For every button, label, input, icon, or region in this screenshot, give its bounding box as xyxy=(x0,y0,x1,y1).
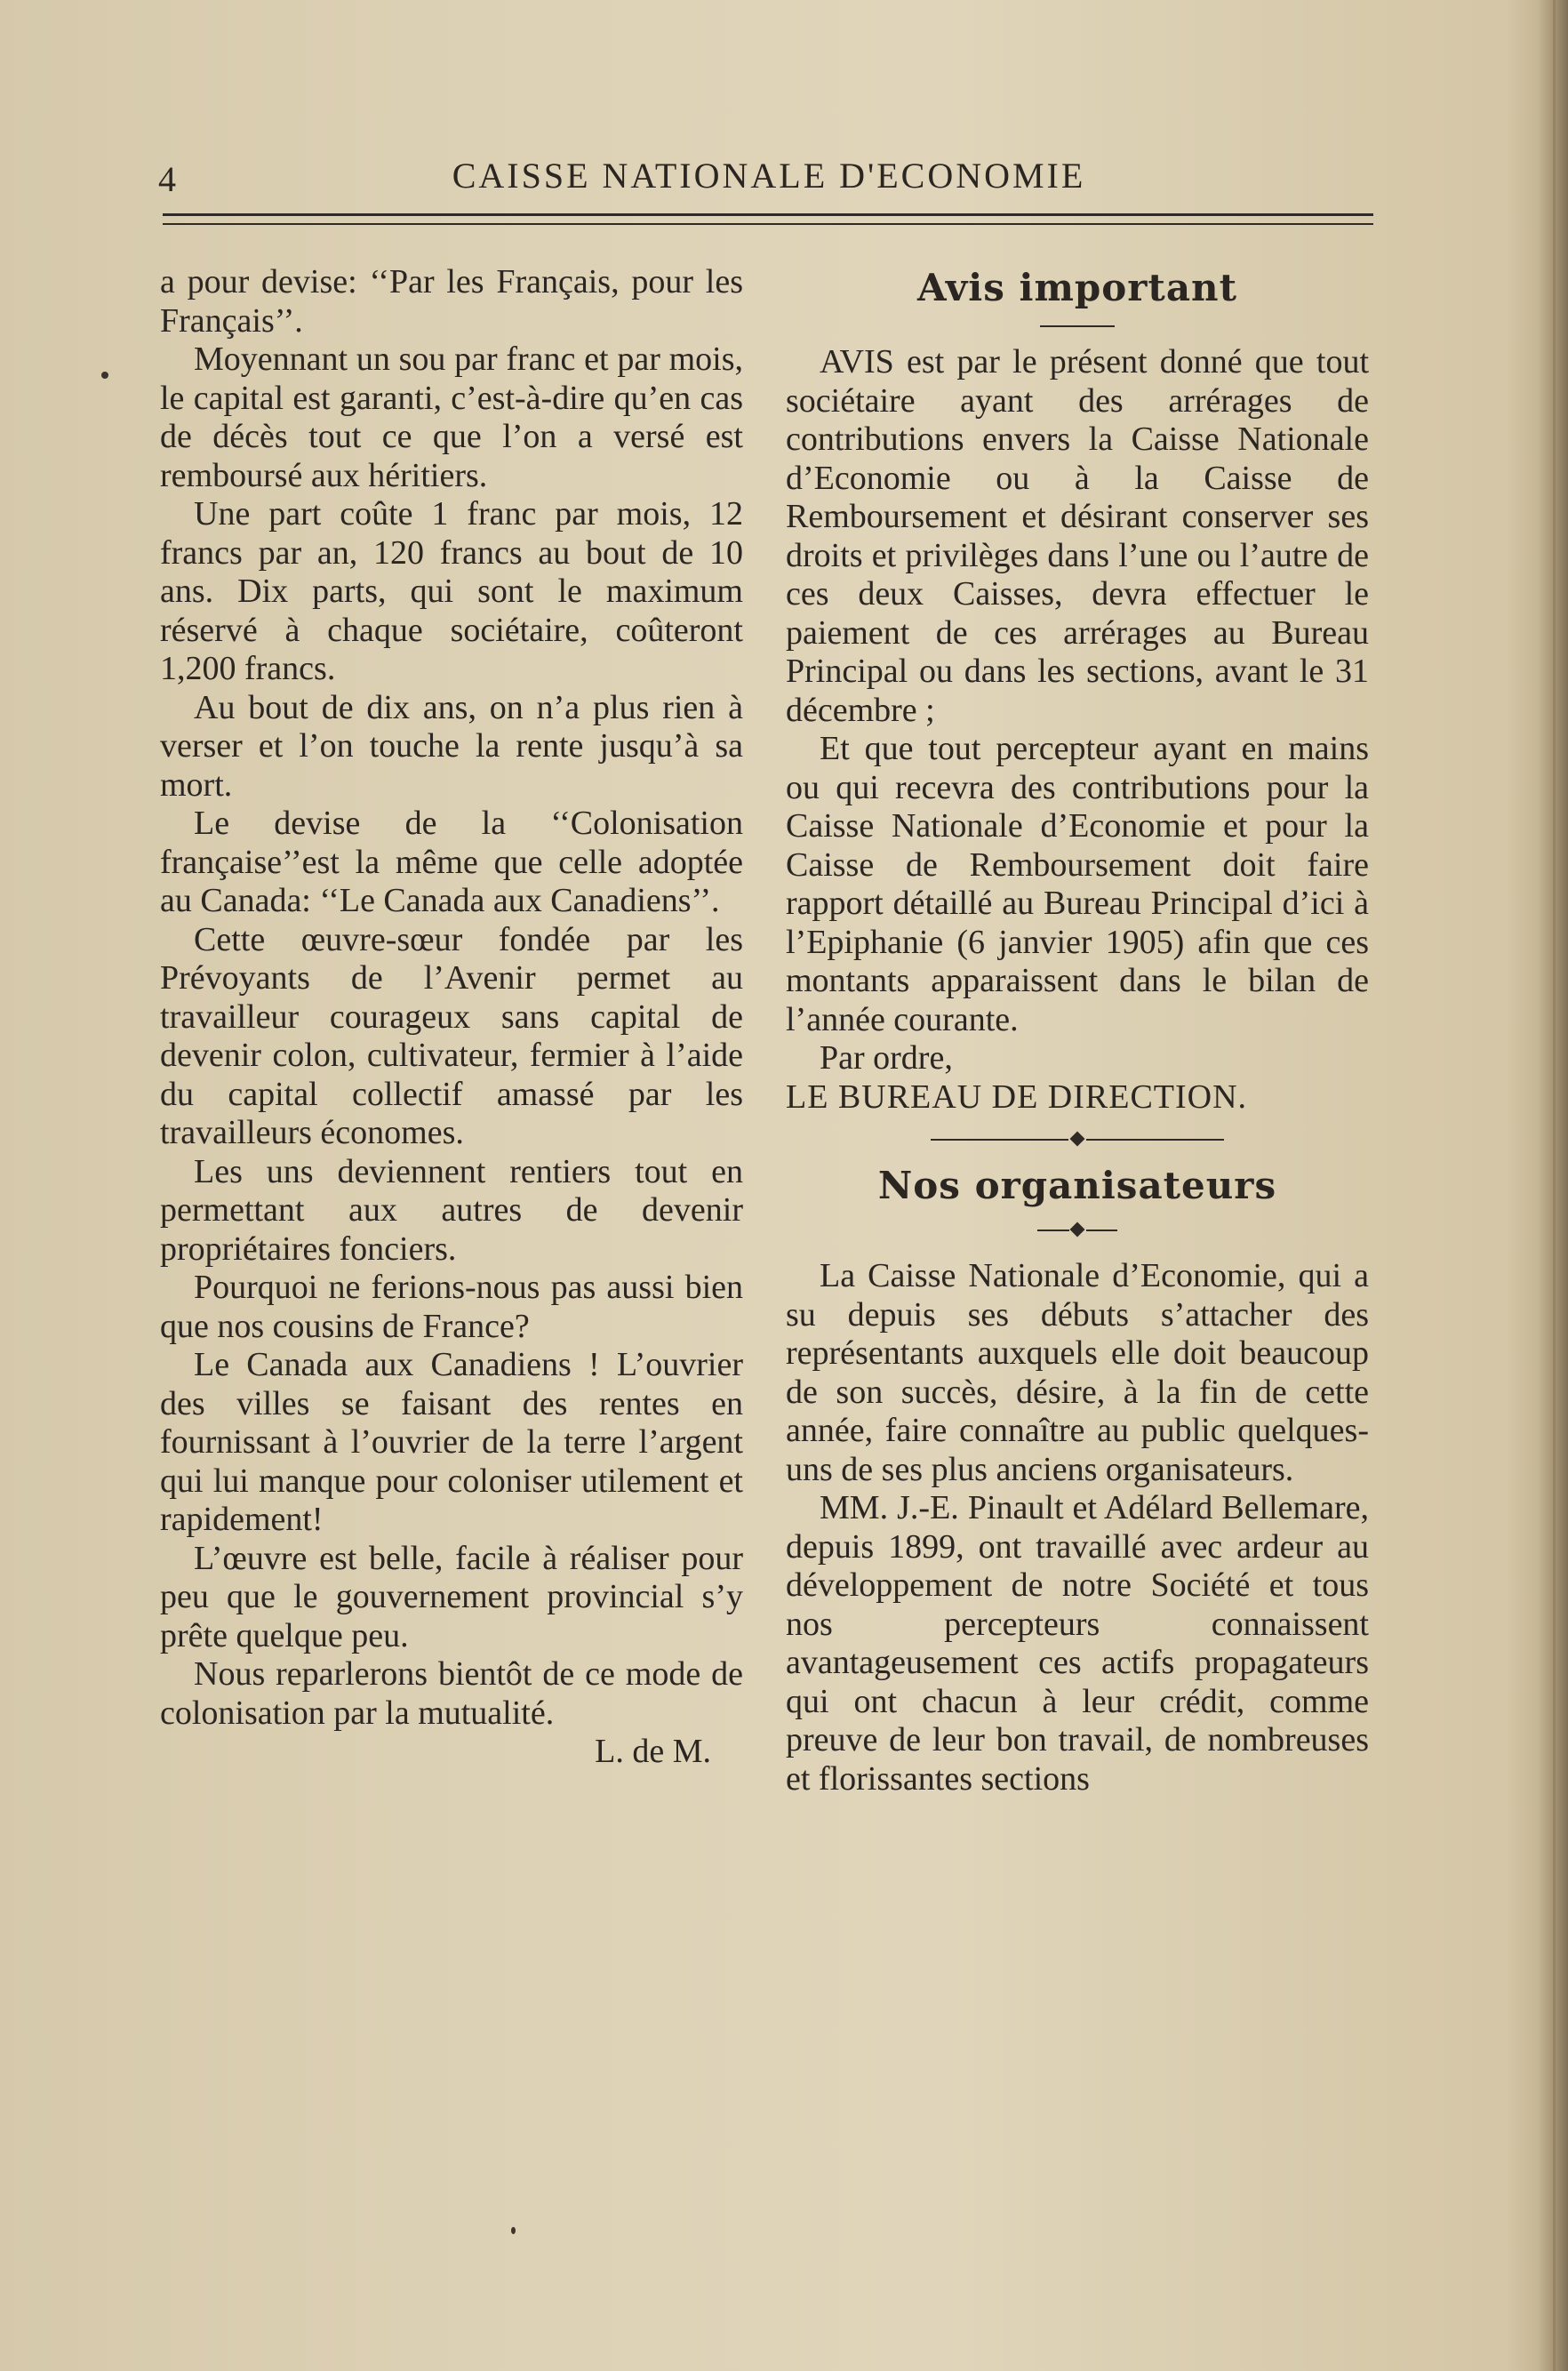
page-number: 4 xyxy=(158,159,177,199)
paragraph: L’œuvre est belle, facile à réaliser pour peu que le gouvernement provincial s’y prête quelque peu. xyxy=(160,1539,743,1654)
paragraph: MM. J.-E. Pinault et Adélard Bellemare, depuis 1899, ont travaillé avec ardeur au développement de notre Société et tous nos percepteurs connaissent avantageusement ces actifs propagateurs qui ont chacun à leur crédit, comme preuve de leur bon travail, de nombreuses et florissantes sections xyxy=(786,1489,1369,1798)
ink-speck xyxy=(511,2227,516,2234)
paragraph: Les uns deviennent rentiers tout en permettant aux autres de devenir propriétaires fonciers. xyxy=(160,1152,743,1268)
organisers-heading: Nos organisateurs xyxy=(877,1164,1277,1207)
notice-order: Par ordre, xyxy=(820,1039,953,1077)
header-rule-double xyxy=(163,223,1373,225)
paragraph: Une part coûte 1 franc par mois, 12 francs par an, 120 francs au bout de 10 ans. Dix parts, qui sont le maximum réservé à chaque sociétaire, coûteront 1,200 francs. xyxy=(160,495,743,687)
heading-ornament xyxy=(1037,1220,1117,1241)
paragraph: Le devise de la ‘‘Colonisation française’’est la même que celle adoptée au Canada: ‘‘Le Canada aux Canadiens’’. xyxy=(160,805,743,919)
left-column xyxy=(160,263,743,1772)
paragraph: Cette œuvre-sœur fondée par les Prévoyants de l’Avenir permet au travailleur courageux sans capital de devenir colon, cultivateur, fermier à l’aide du capital collectif amassé par les travailleurs économes. xyxy=(160,920,743,1151)
page-edge-line xyxy=(1553,0,1556,2371)
paragraph: a pour devise: ‘‘Par les Français, pour les Français’’. xyxy=(160,263,743,340)
paragraph: Et que tout percepteur ayant en mains ou qui recevra des contributions pour la Caisse Nationale d’Economie et pour la Caisse de Remboursement doit faire rapport détaillé au Bureau Principal d’ici à l’Epiphanie (6 janvier 1905) afin que ces montants apparaissent dans le bilan de l’année courante. xyxy=(786,730,1369,1038)
ink-speck xyxy=(101,372,108,379)
header-rule xyxy=(163,213,1373,216)
section-ornament xyxy=(931,1129,1224,1150)
paragraph: Au bout de dix ans, on n’a plus rien à verser et l’on touche la rente jusqu’à sa mort. xyxy=(160,688,743,804)
paragraph: Moyennant un sou par franc et par mois, le capital est garanti, c’est-à-dire qu’en cas de décès tout ce que l’on a versé est remboursé aux héritiers. xyxy=(160,340,743,494)
paragraph: AVIS est par le présent donné que tout sociétaire ayant des arrérages de contributions envers la Caisse Nationale d’Economie ou à la Caisse de Remboursement et désirant conserver ses droits et privilèges dans l’une ou l’autre de ces deux Caisses, devra effectuer le paiement de ces arrérages au Bureau Principal ou dans les sections, avant le 31 décembre ; xyxy=(786,343,1369,729)
paragraph: Pourquoi ne ferions-nous pas aussi bien que nos cousins de France? xyxy=(160,1269,743,1345)
notice-signature: LE BUREAU DE DIRECTION. xyxy=(786,1077,1248,1116)
running-title: CAISSE NATIONALE D'ECONOMIE xyxy=(452,156,1086,196)
paragraph: Le Canada aux Canadiens ! L’ouvrier des villes se faisant des rentes en fournissant à l’ouvrier de la terre l’argent qui lui manque pour coloniser utilement et rapidement! xyxy=(160,1346,743,1538)
right-column xyxy=(786,263,1369,1798)
paragraph: La Caisse Nationale d’Economie, qui a su depuis ses débuts s’attacher des représentants auxquels elle doit beaucoup de son succès, désire, à la fin de cette année, faire connaître au public quelques-uns de ses plus anciens organisateurs. xyxy=(786,1257,1369,1488)
author-signature: L. de M. xyxy=(595,1733,711,1770)
notice-heading: Avis important xyxy=(917,266,1237,309)
heading-rule xyxy=(1040,325,1115,327)
paragraph: Nous reparlerons bientôt de ce mode de colonisation par la mutualité. xyxy=(160,1655,743,1732)
